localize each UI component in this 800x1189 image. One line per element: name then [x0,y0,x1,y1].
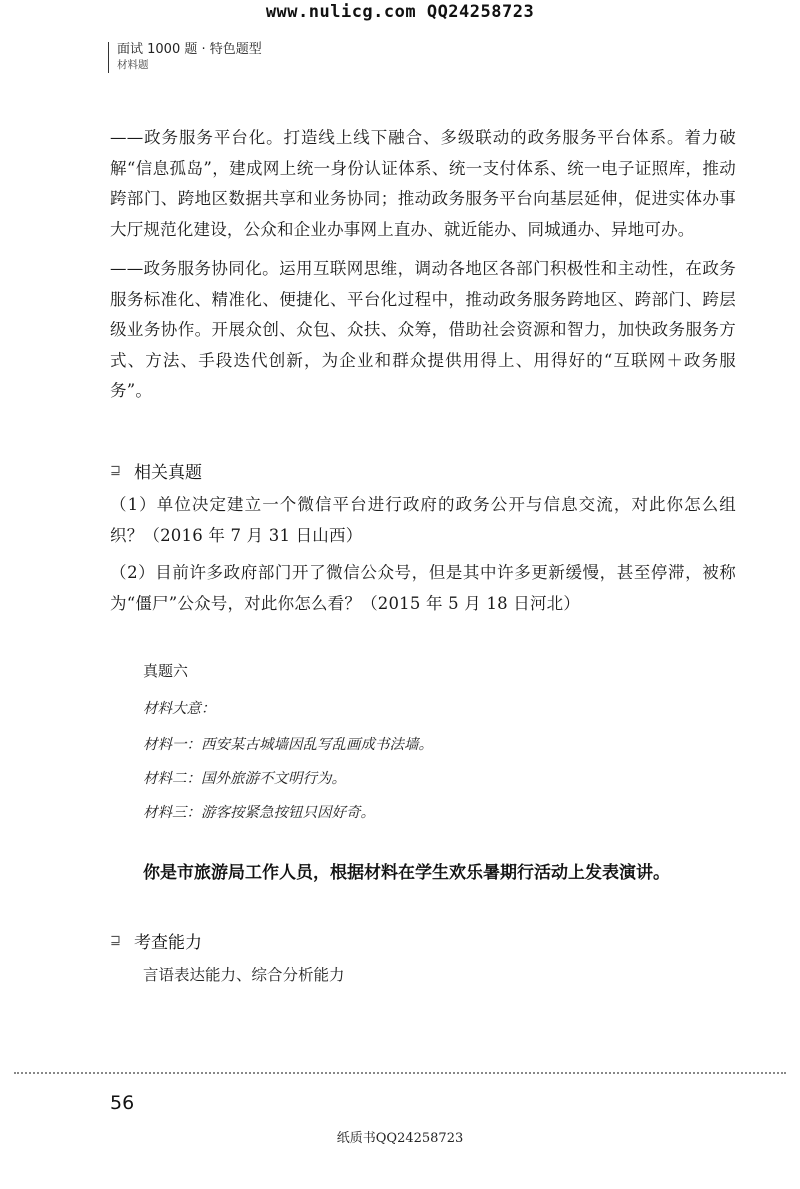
material-item-2: 材料二：国外旅游不文明行为。 [143,771,346,787]
ability-text: 言语表达能力、综合分析能力 [143,966,345,984]
related-questions-heading [110,458,202,483]
paragraph-collaboration: ——政务服务协同化。运用互联网思维，调动各地区各部门积极性和主动性，在政务服务标准化、精准化、便捷化、平台化过程中，推动政务服务跨地区、跨部门、跨层级业务协作。开展众创、众包、众扶、众筹，借助社会资源和智力，加快政务服务方式、方法、手段迭代创新，为企业和群众提供用得上、用得好的“互联网＋政务服务”。 [110,259,736,400]
bottom-watermark: 纸质书QQ24258723 [336,1131,464,1146]
section-marker-icon: ⊒ [110,933,121,948]
ability-heading-label: 考查能力 [134,933,202,953]
ability-heading [110,928,202,953]
question-six-title: 真题六 [143,662,189,680]
section-marker-icon: ⊒ [110,463,121,478]
running-head [108,42,262,73]
running-head-subtitle: 材料题 [117,58,149,71]
running-head-title: 面试 1000 题 · 特色题型 [117,42,262,57]
related-heading-label: 相关真题 [134,463,202,483]
top-watermark: www.nulicg.com QQ24258723 [265,2,535,22]
materials-label: 材料大意： [143,701,216,717]
scan-artifact-divider [14,1072,786,1074]
related-question-1: （1）单位决定建立一个微信平台进行政府的政务公开与信息交流，对此你怎么组织？（2016 年 7 月 31 日山西） [110,495,736,545]
page-number: 56 [110,1092,135,1114]
material-item-1: 材料一：西安某古城墙因乱写乱画成书法墙。 [143,737,433,753]
material-item-3: 材料三：游客按紧急按钮只因好奇。 [143,805,375,821]
question-six-task: 你是市旅游局工作人员，根据材料在学生欢乐暑期行活动上发表演讲。 [143,863,670,883]
paragraph-platform: ——政务服务平台化。打造线上线下融合、多级联动的政务服务平台体系。着力破解“信息孤岛”，建成网上统一身份认证体系、统一支付体系、统一电子证照库，推动跨部门、跨地区数据共享和业务协同；推动政务服务平台向基层延伸，促进实体办事大厅规范化建设，公众和企业办事网上直办、就近能办、同城通办、异地可办。 [110,128,736,239]
related-question-2: （2）目前许多政府部门开了微信公众号，但是其中许多更新缓慢，甚至停滞，被称为“僵尸”公众号，对此你怎么看？（2015 年 5 月 18 日河北） [110,563,736,613]
